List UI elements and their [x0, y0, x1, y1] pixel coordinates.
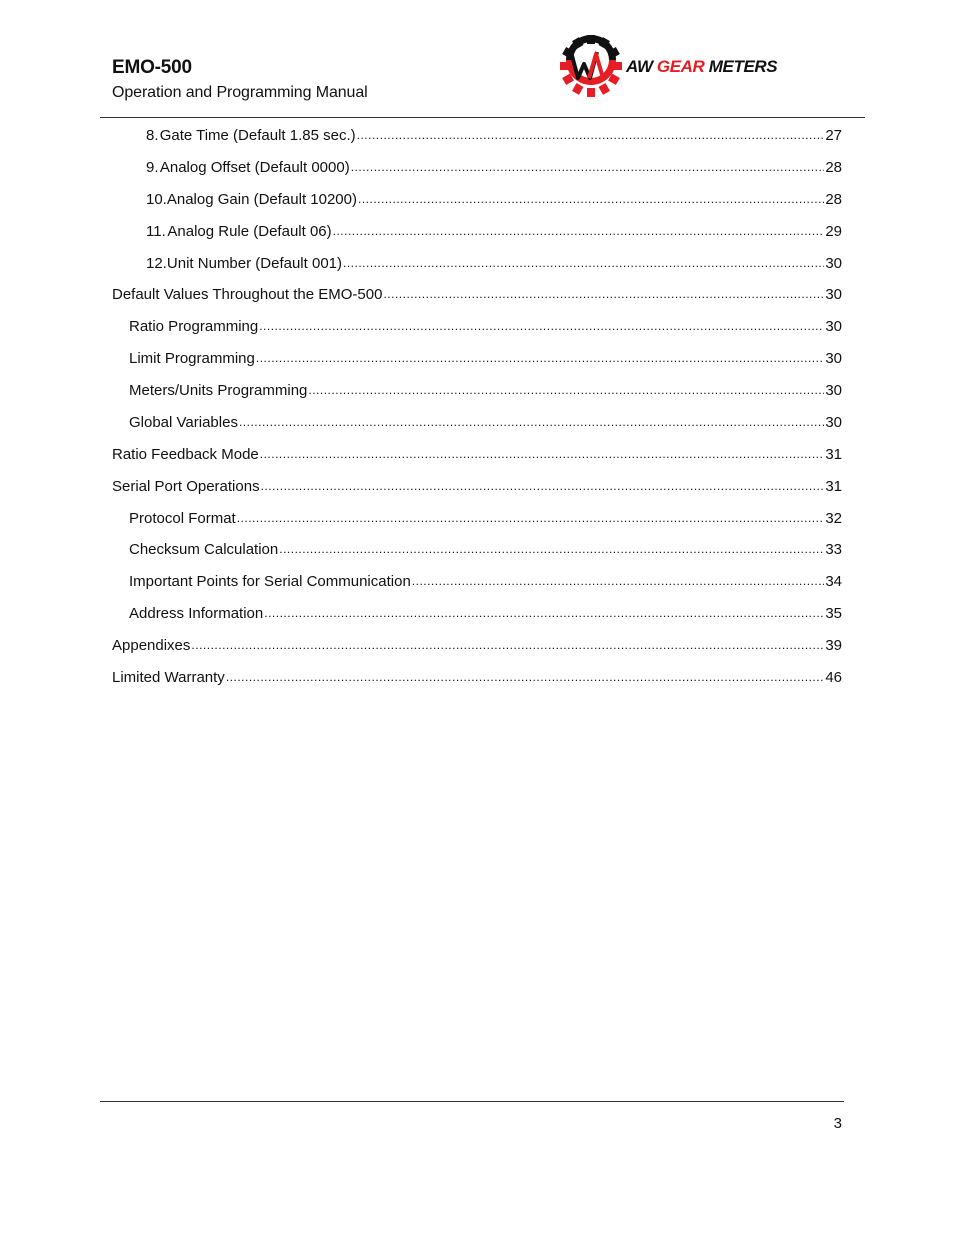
toc-entry-label: Serial Port Operations	[112, 478, 260, 495]
toc-entry-label: Unit Number (Default 001)	[166, 255, 342, 272]
toc-dot-leader	[308, 379, 824, 401]
toc-dot-leader	[412, 570, 825, 592]
toc-entry-page: 28	[825, 191, 842, 208]
toc-entry-label: Analog Gain (Default 10200)	[166, 191, 357, 208]
toc-entry[interactable]	[146, 253, 842, 275]
toc-entry-page: 39	[825, 637, 842, 654]
toc-entry-page: 31	[825, 446, 842, 463]
toc-entry-page: 31	[825, 478, 842, 495]
toc-entry-label: Checksum Calculation	[129, 541, 279, 558]
toc-entry-page: 30	[825, 414, 842, 431]
logo-wordmark-gear: GEAR	[656, 57, 705, 76]
toc-entry-label: Meters/Units Programming	[129, 382, 308, 399]
document-subtitle: Operation and Programming Manual	[112, 84, 368, 101]
toc-entry[interactable]	[129, 539, 842, 561]
toc-entry-label: Appendixes	[112, 637, 191, 654]
toc-dot-leader	[261, 475, 825, 497]
toc-entry-page: 33	[825, 541, 842, 558]
toc-dot-leader	[237, 507, 825, 529]
toc-entry-label: Global Variables	[129, 414, 238, 431]
logo-wordmark	[626, 57, 777, 77]
toc-entry-page: 35	[825, 605, 842, 622]
toc-entry[interactable]	[112, 284, 842, 306]
toc-dot-leader	[383, 283, 824, 305]
toc-entry-number: 11.	[146, 223, 166, 240]
toc-entry[interactable]	[146, 125, 842, 147]
toc-dot-leader	[259, 315, 824, 337]
toc-entry-label: Limit Programming	[129, 350, 255, 367]
toc-entry-label: Default Values Throughout the EMO-500	[112, 286, 383, 303]
toc-entry-label: Address Information	[129, 605, 264, 622]
toc-entry-label: Analog Rule (Default 06)	[167, 223, 332, 240]
toc-entry[interactable]	[112, 444, 842, 466]
toc-entry-page: 46	[825, 669, 842, 686]
toc-dot-leader	[279, 538, 824, 560]
toc-dot-leader	[333, 220, 825, 242]
toc-entry[interactable]	[129, 316, 842, 338]
toc-entry[interactable]	[146, 221, 842, 243]
toc-entry-number: 9.	[146, 159, 159, 176]
toc-entry-label: Ratio Programming	[129, 318, 259, 335]
header-divider	[100, 117, 865, 118]
toc-entry-number: 8.	[146, 127, 159, 144]
toc-entry-label: Analog Offset (Default 0000)	[159, 159, 350, 176]
toc-entry[interactable]	[112, 667, 842, 689]
toc-entry[interactable]	[129, 571, 842, 593]
document-title: EMO-500	[112, 57, 192, 78]
toc-entry[interactable]	[129, 508, 842, 530]
toc-dot-leader	[264, 602, 824, 624]
toc-entry-page: 30	[825, 350, 842, 367]
toc-entry-page: 32	[825, 510, 842, 527]
toc-entry-label: Ratio Feedback Mode	[112, 446, 259, 463]
toc-entry[interactable]	[112, 635, 842, 657]
toc-entry-page: 28	[825, 159, 842, 176]
logo-wordmark-aw: AW	[626, 57, 653, 76]
toc-dot-leader	[351, 156, 825, 178]
toc-dot-leader	[239, 411, 824, 433]
toc-entry-label: Limited Warranty	[112, 669, 225, 686]
toc-entry-number: 12.	[146, 255, 167, 272]
toc-entry-page: 30	[825, 382, 842, 399]
logo-wordmark-meters: METERS	[708, 57, 778, 76]
toc-entry-label: Important Points for Serial Communication	[129, 573, 411, 590]
toc-dot-leader	[343, 252, 824, 274]
toc-entry[interactable]	[129, 348, 842, 370]
toc-dot-leader	[260, 443, 825, 465]
toc-entry-label: Protocol Format	[129, 510, 236, 527]
toc-dot-leader	[358, 188, 824, 210]
toc-entry-label: Gate Time (Default 1.85 sec.)	[159, 127, 356, 144]
toc-entry-page: 30	[825, 318, 842, 335]
footer-divider	[100, 1101, 844, 1102]
toc-dot-leader	[256, 347, 824, 369]
toc-dot-leader	[226, 666, 825, 688]
toc-entry[interactable]	[146, 189, 842, 211]
aw-gear-meters-logo	[558, 33, 798, 99]
toc-entry-page: 29	[825, 223, 842, 240]
toc-entry[interactable]	[129, 603, 842, 625]
toc-dot-leader	[357, 124, 825, 146]
toc-dot-leader	[191, 634, 824, 656]
toc-entry[interactable]	[129, 380, 842, 402]
toc-entry-page: 27	[825, 127, 842, 144]
toc-entry[interactable]	[146, 157, 842, 179]
toc-entry[interactable]	[112, 476, 842, 498]
gear-logo-icon	[558, 33, 624, 99]
toc-entry-page: 30	[825, 255, 842, 272]
toc-entry-page: 30	[825, 286, 842, 303]
toc-entry-page: 34	[825, 573, 842, 590]
toc-entry[interactable]	[129, 412, 842, 434]
toc-entry-number: 10.	[146, 191, 167, 208]
page-number: 3	[833, 1115, 842, 1132]
